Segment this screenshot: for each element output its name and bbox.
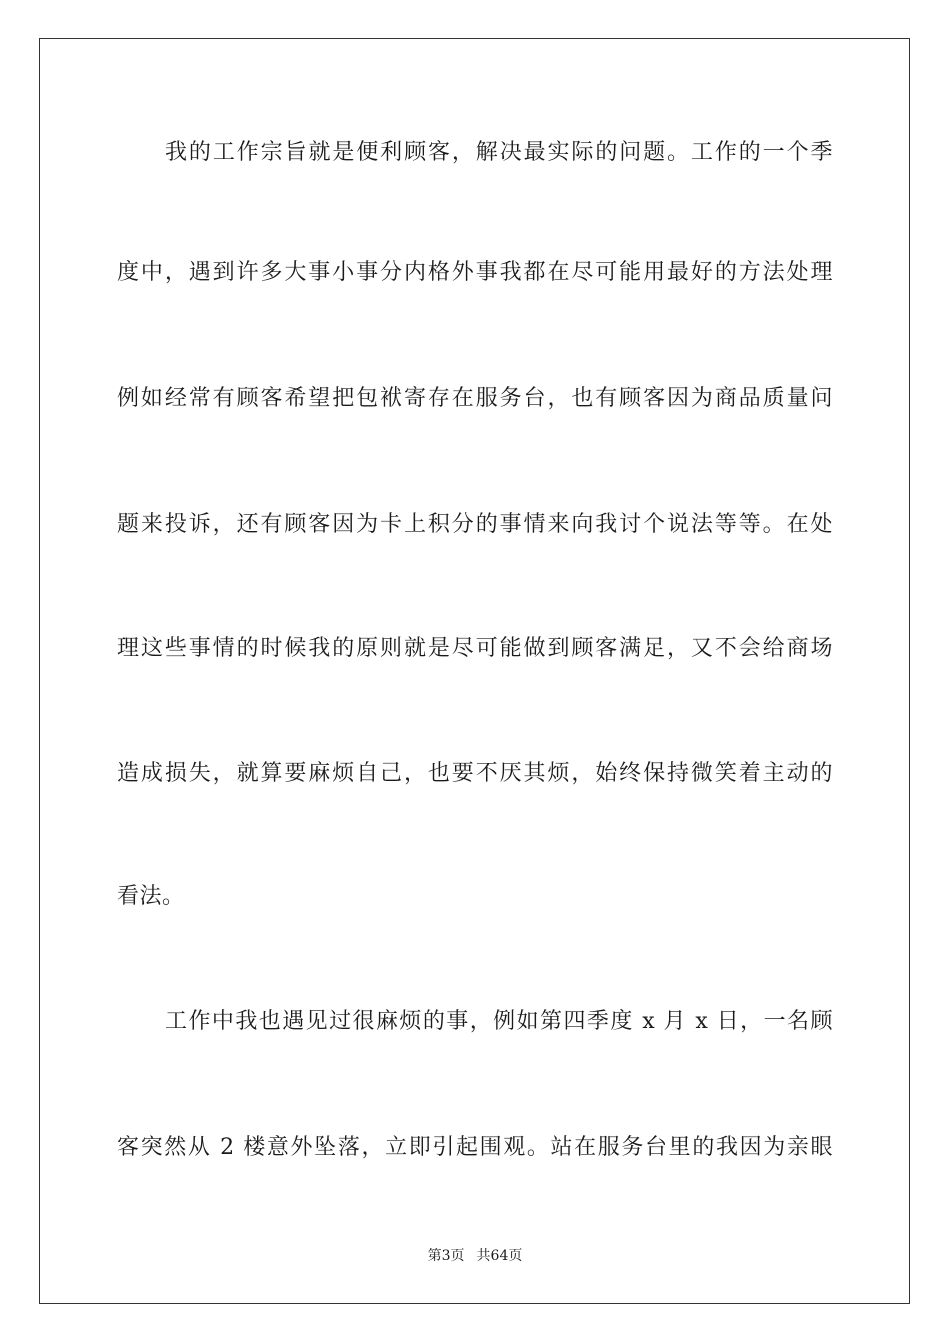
paragraph-1-line-1: 我的工作宗旨就是便利顾客，解决最实际的问题。工作的一个季	[165, 140, 833, 165]
paragraph-2-line-2: 客突然从 2 楼意外坠落，立即引起围观。站在服务台里的我因为亲眼	[117, 1135, 833, 1160]
page-total: 共64页	[476, 1248, 523, 1264]
page-frame	[39, 38, 910, 1304]
paragraph-1-line-7: 看法。	[117, 884, 185, 909]
paragraph-1-line-2: 度中，遇到许多大事小事分内格外事我都在尽可能用最好的方法处理	[117, 260, 833, 285]
paragraph-1-line-4: 题来投诉，还有顾客因为卡上积分的事情来向我讨个说法等等。在处	[117, 512, 833, 537]
paragraph-2-line-1: 工作中我也遇见过很麻烦的事，例如第四季度 x 月 x 日，一名顾	[165, 1009, 833, 1034]
page-footer	[0, 1246, 950, 1266]
paragraph-1-line-5: 理这些事情的时候我的原则就是尽可能做到顾客满足，又不会给商场	[117, 636, 833, 661]
paragraph-1-line-3: 例如经常有顾客希望把包袱寄存在服务台，也有顾客因为商品质量问	[117, 386, 833, 411]
page-number: 第3页	[427, 1248, 465, 1264]
paragraph-1-line-6: 造成损失，就算要麻烦自己，也要不厌其烦，始终保持微笑着主动的	[117, 761, 833, 786]
